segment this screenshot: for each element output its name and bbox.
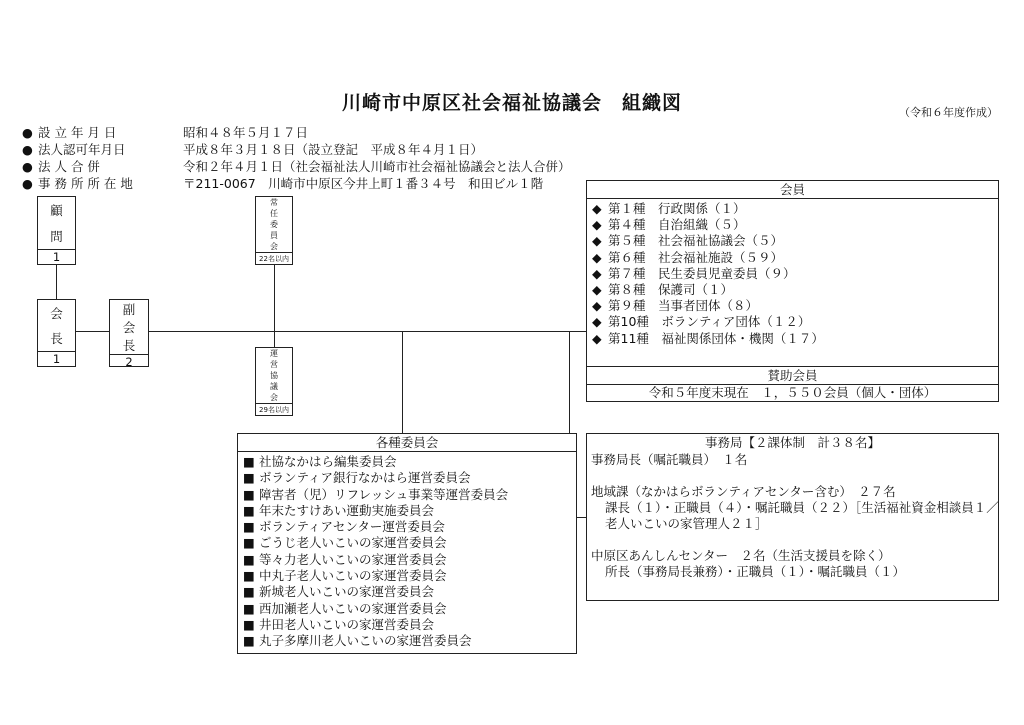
supporting-text: 令和５年度末現在 １，５５０会員（個人・団体） — [648, 385, 937, 400]
members-list — [587, 199, 998, 347]
committee-label: 障害者（児）リフレッシュ事業等運営委員会 — [259, 486, 509, 502]
committees-list — [238, 452, 576, 650]
square-icon: ■ — [243, 551, 255, 567]
uneikyogi-char: 運 — [270, 349, 278, 358]
komon-char: 顧 — [50, 203, 63, 218]
bullet-icon: ● — [22, 142, 33, 157]
committee-label: 等々力老人いこいの家運営委員会 — [259, 551, 447, 567]
member-label: 第９種 当事者団体（８） — [608, 298, 759, 314]
fukukaicho-char: 副 — [122, 302, 136, 317]
diamond-icon: ◆ — [592, 298, 602, 314]
joninriji-char: 員 — [270, 231, 278, 240]
info-block — [22, 124, 571, 192]
joninriji-connector — [274, 265, 275, 347]
member-item — [592, 282, 998, 298]
info-value: 〒211-0067 川崎市中原区今井上町１番３４号 和田ビル１階 — [183, 176, 544, 191]
info-label: 事 務 所 所 在 地 — [38, 176, 133, 191]
info-row — [22, 175, 571, 192]
kaicho-count: 1 — [38, 351, 75, 366]
member-label: 第６種 社会福祉施設（５９） — [608, 249, 784, 265]
member-item — [592, 250, 998, 266]
diamond-icon: ◆ — [592, 201, 602, 216]
info-value: 平成８年３月１８日（設立登記 平成８年４月１日） — [183, 142, 484, 157]
square-icon: ■ — [243, 470, 255, 486]
committee-label: 井田老人いこいの家運営委員会 — [259, 616, 435, 632]
info-value: 令和２年４月１日（社会福祉法人川崎市社会福祉協議会と法人合併） — [183, 159, 571, 174]
square-icon: ■ — [243, 502, 255, 518]
komon-char: 問 — [50, 229, 63, 244]
info-row — [22, 124, 571, 141]
diamond-icon: ◆ — [592, 233, 602, 249]
info-row — [22, 158, 571, 175]
secretariat-header: 事務局【２課体制 計３８名】 — [704, 435, 880, 450]
info-label: 法人認可年月日 — [38, 142, 126, 157]
square-icon: ■ — [243, 519, 255, 535]
info-row — [22, 141, 571, 158]
bullet-icon: ● — [22, 125, 33, 140]
joninriji-char: 会 — [270, 242, 278, 251]
committees-connector — [402, 331, 403, 434]
member-label: 第８種 保護司（１） — [608, 282, 734, 298]
square-icon: ■ — [243, 535, 255, 551]
fukukaicho-char: 長 — [122, 338, 136, 353]
info-label: 設 立 年 月 日 — [38, 125, 117, 140]
committees-header: 各種委員会 — [238, 434, 576, 452]
uneikyogi-char: 議 — [270, 382, 278, 391]
fukukaicho-count: 2 — [110, 354, 148, 369]
committee-item — [243, 454, 576, 470]
members-box — [586, 180, 999, 367]
member-label: 第４種 自治組織（５） — [608, 217, 746, 233]
committee-item — [243, 535, 576, 551]
member-item — [592, 266, 998, 282]
kaicho-char: 会 — [50, 305, 63, 321]
member-label: 第１種 行政関係（１） — [608, 201, 746, 216]
member-label: 第10種 ボランティア団体（１２） — [608, 314, 811, 330]
supporting-box — [586, 366, 999, 402]
fukukaicho-char: 会 — [122, 320, 136, 335]
joninriji-char: 委 — [270, 220, 278, 229]
chiiki-detail: 課長（１）・正職員（４）・嘱託職員（２２）［生活福祉資金相談員１／ — [605, 500, 999, 515]
committee-label: 中丸子老人いこいの家運営委員会 — [259, 568, 447, 584]
joninriji-char: 任 — [270, 209, 278, 218]
chiiki-title: 地域課（なかはらボランティアセンター含む） ２７名 — [591, 484, 896, 499]
committee-item — [243, 601, 576, 617]
square-icon: ■ — [243, 616, 255, 632]
square-icon: ■ — [243, 486, 255, 502]
member-item — [592, 217, 998, 233]
committee-item — [243, 633, 576, 649]
committee-label: 社協なかはら編集委員会 — [259, 454, 397, 469]
committee-label: ごうじ老人いこいの家運営委員会 — [259, 535, 447, 551]
info-label: 法 人 合 併 — [38, 159, 100, 174]
bullet-icon: ● — [22, 159, 33, 174]
info-value: 昭和４８年５月１７日 — [183, 125, 309, 140]
committee-label: 西加瀬老人いこいの家運営委員会 — [259, 600, 447, 616]
committee-item — [243, 519, 576, 535]
bullet-icon: ● — [22, 176, 33, 191]
committee-label: 年末たすけあい運動実施委員会 — [259, 502, 435, 518]
committee-label: ボランティア銀行なかはら運営委員会 — [259, 470, 471, 486]
joninriji-char: 常 — [270, 198, 278, 207]
diamond-icon: ◆ — [592, 282, 602, 298]
uneikyogi-char: 会 — [270, 393, 278, 402]
committee-label: 新城老人いこいの家運営委員会 — [259, 584, 435, 600]
committee-item — [243, 568, 576, 584]
member-item — [592, 233, 998, 249]
member-label: 第７種 民生委員児童委員（９） — [608, 265, 796, 281]
secretariat-box — [586, 433, 999, 601]
square-icon: ■ — [243, 584, 255, 600]
committee-item — [243, 584, 576, 600]
uneikyogi-box — [255, 347, 293, 416]
secretariat-body — [587, 451, 998, 580]
chiiki-detail: 老人いこいの家管理人２１］ — [605, 516, 768, 531]
committees-box — [237, 433, 577, 654]
member-item — [592, 201, 998, 217]
member-label: 第11種 福祉関係団体・機関（１７） — [608, 330, 824, 346]
page-title: 川崎市中原区社会福祉協議会 組織図 — [341, 92, 682, 114]
members-header: 会員 — [587, 181, 998, 199]
member-item — [592, 298, 998, 314]
square-icon: ■ — [243, 568, 255, 584]
fukukaicho-box — [109, 299, 149, 367]
committee-label: 丸子多摩川老人いこいの家運営委員会 — [259, 633, 472, 649]
committee-item — [243, 552, 576, 568]
committee-item — [243, 503, 576, 519]
committee-item — [243, 487, 576, 503]
secretariat-chief: 事務局長（嘱託職員） １名 — [591, 452, 748, 467]
diamond-icon: ◆ — [592, 217, 602, 233]
joninriji-box — [255, 196, 293, 265]
kaicho-char: 長 — [50, 331, 63, 347]
komon-connector — [56, 265, 57, 300]
kaicho-box — [37, 299, 76, 367]
uneikyogi-char: 協 — [270, 371, 278, 380]
diamond-icon: ◆ — [592, 330, 602, 346]
square-icon: ■ — [243, 633, 255, 649]
diamond-icon: ◆ — [592, 314, 602, 330]
committee-item — [243, 617, 576, 633]
square-icon: ■ — [243, 454, 255, 469]
committee-label: ボランティアセンター運営委員会 — [259, 519, 445, 535]
committee-item — [243, 470, 576, 486]
diamond-icon: ◆ — [592, 265, 602, 281]
member-label: 第５種 社会福祉協議会（５） — [608, 233, 784, 249]
anshin-title: 中原区あんしんセンター ２名（生活支援員を除く） — [591, 548, 891, 563]
supporting-header: 賛助会員 — [587, 367, 998, 385]
komon-count: 1 — [38, 249, 75, 264]
square-icon: ■ — [243, 600, 255, 616]
komon-box — [37, 196, 76, 265]
joninriji-count: 22名以内 — [256, 252, 292, 265]
member-item — [592, 314, 998, 330]
anshin-detail: 所長（事務局長兼務）・正職員（１）・嘱託職員（１） — [605, 564, 906, 579]
uneikyogi-count: 29名以内 — [256, 403, 292, 416]
uneikyogi-char: 営 — [270, 360, 278, 369]
created-note: （令和６年度作成） — [899, 106, 998, 119]
diamond-icon: ◆ — [592, 249, 602, 265]
member-item — [592, 331, 998, 347]
